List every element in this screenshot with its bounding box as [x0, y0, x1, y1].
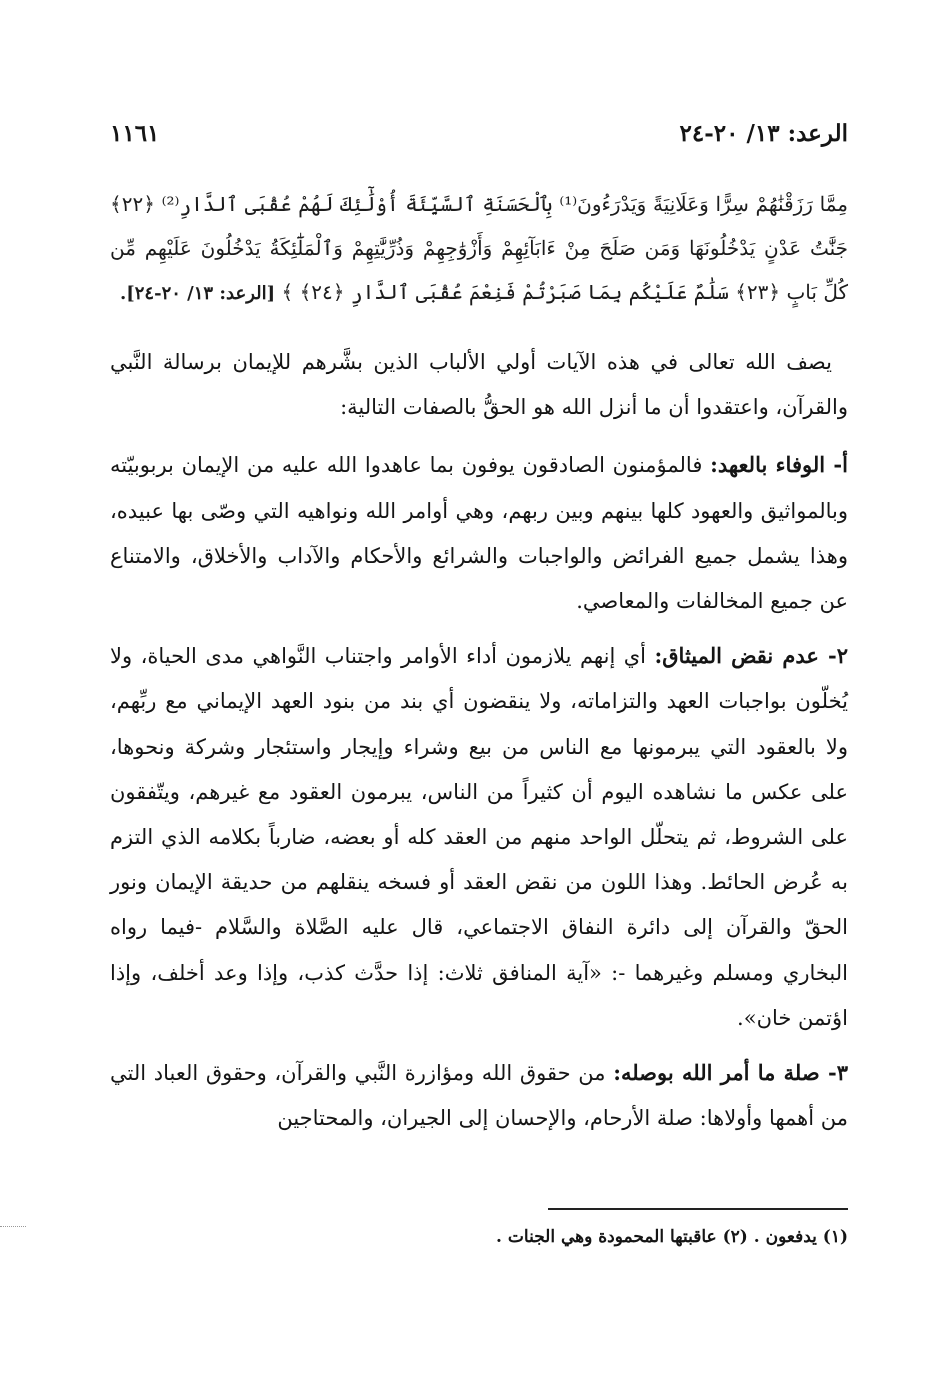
body-text	[110, 340, 848, 1150]
item-2-text: أي إنهم يلازمون أداء الأوامر واجتناب النَّواهي مدى الحياة، ولا يُخلّون بواجبات العهد والتزاماته، ولا ينقضون أي بند من بنود العهد الإيماني مع ربِّهم، ولا بالعقود التي يبرمونها مع الناس من بيع وشراء وإيجار واستئجار وشركة ونحوها، على عكس ما نشاهده اليوم أن كثيراً من الناس، يبرمون العقود مع غيرهم، ويتّفقون على الشروط، ثم يتحلّل الواحد منهم من العقد كله أو بعضه، ضارباً بكلامه الذي التزم به عُرض الحائط. وهذا اللون من نقض العقد أو فسخه ينقلهم من حديقة الإيمان ونور الحقّ والقرآن إلى دائرة النفاق الاجتماعي، قال عليه الصَّلاة والسَّلام -فيما رواه البخاري ومسلم وغيرهما -: «آية المنافق ثلاث: إذا حدَّث كذب، وإذا وعد أخلف، وإذا اؤتمن خان».	[110, 644, 848, 1030]
footnote: (١) يدفعون . (٢) عاقبتها المحمودة وهي الجنات .	[496, 1227, 848, 1247]
verse-text: مِمَّا رَزَقْنَٰهُمْ سِرًّا وَعَلَانِيَةً وَيَدْرَءُونَ⁽¹⁾ بِٱلْحَسَنَةِ ٱلسَّيِّئَةَ أُوْلَٰٓئِكَ لَهُمْ عُقْبَى ٱلدَّارِ⁽²⁾ ﴿٢٢﴾ جَنَّٰتُ عَدْنٍ يَدْخُلُونَهَا وَمَن صَلَحَ مِنْ ءَابَآئِهِمْ وَأَزْوَٰجِهِمْ وَذُرِّيَّٰتِهِمْ وَٱلْمَلَٰٓئِكَةُ يَدْخُلُونَ عَلَيْهِم مِّن كُلِّ بَابٍ ﴿٢٣﴾ سَلَٰمٌ عَلَيْكُم بِمَا صَبَرْتُمْ فَنِعْمَ عُقْبَى ٱلدَّارِ ﴿٢٤﴾ ﴾	[110, 192, 848, 304]
footnote-divider	[548, 1208, 848, 1210]
item-3-label: ٣- صلة ما أمر الله بوصله:	[613, 1060, 849, 1086]
intro-paragraph: يصف الله تعالى في هذه الآيات أولي الألباب الذين بشَّرهم للإيمان برسالة النَّبي والقرآن، واعتقدوا أن ما أنزل الله هو الحقُّ بالصفات التالية:	[110, 350, 848, 420]
quran-verses	[110, 182, 848, 316]
verse-reference: [الرعد: ١٣/ ٢٠-٢٤].	[119, 283, 276, 304]
item-3-text: من حقوق الله ومؤازرة النَّبي والقرآن، وحقوق العباد التي من أهمها وأولاها: صلة الأرحام، والإحسان إلى الجيران، والمحتاجين	[110, 1061, 848, 1131]
item-3-paragraph	[110, 1050, 848, 1141]
page-number: ١١٦١	[110, 120, 160, 147]
item-2-paragraph	[110, 633, 848, 1041]
scan-artifact	[0, 1226, 26, 1229]
page-header	[110, 120, 848, 160]
item-1-text: فالمؤمنون الصادقون يوفون بما عاهدوا الله عليه من الإيمان بربوبيّته وبالمواثيق والعهود كلها بينهم وبين ربهم، وهي أوامر الله ونواهيه التي وصّى بها عبيده، وهذا يشمل جميع الفرائض والواجبات والشرائع والأحكام والآداب والأخلاق، والامتناع عن جميع المخالفات والمعاصي.	[110, 453, 848, 614]
item-1-label: أ- الوفاء بالعهد:	[710, 452, 848, 478]
running-head: الرعد: ١٣/ ٢٠-٢٤	[679, 120, 848, 147]
item-1-paragraph	[110, 442, 848, 624]
item-2-label: ٢- عدم نقض الميثاق:	[654, 643, 849, 669]
